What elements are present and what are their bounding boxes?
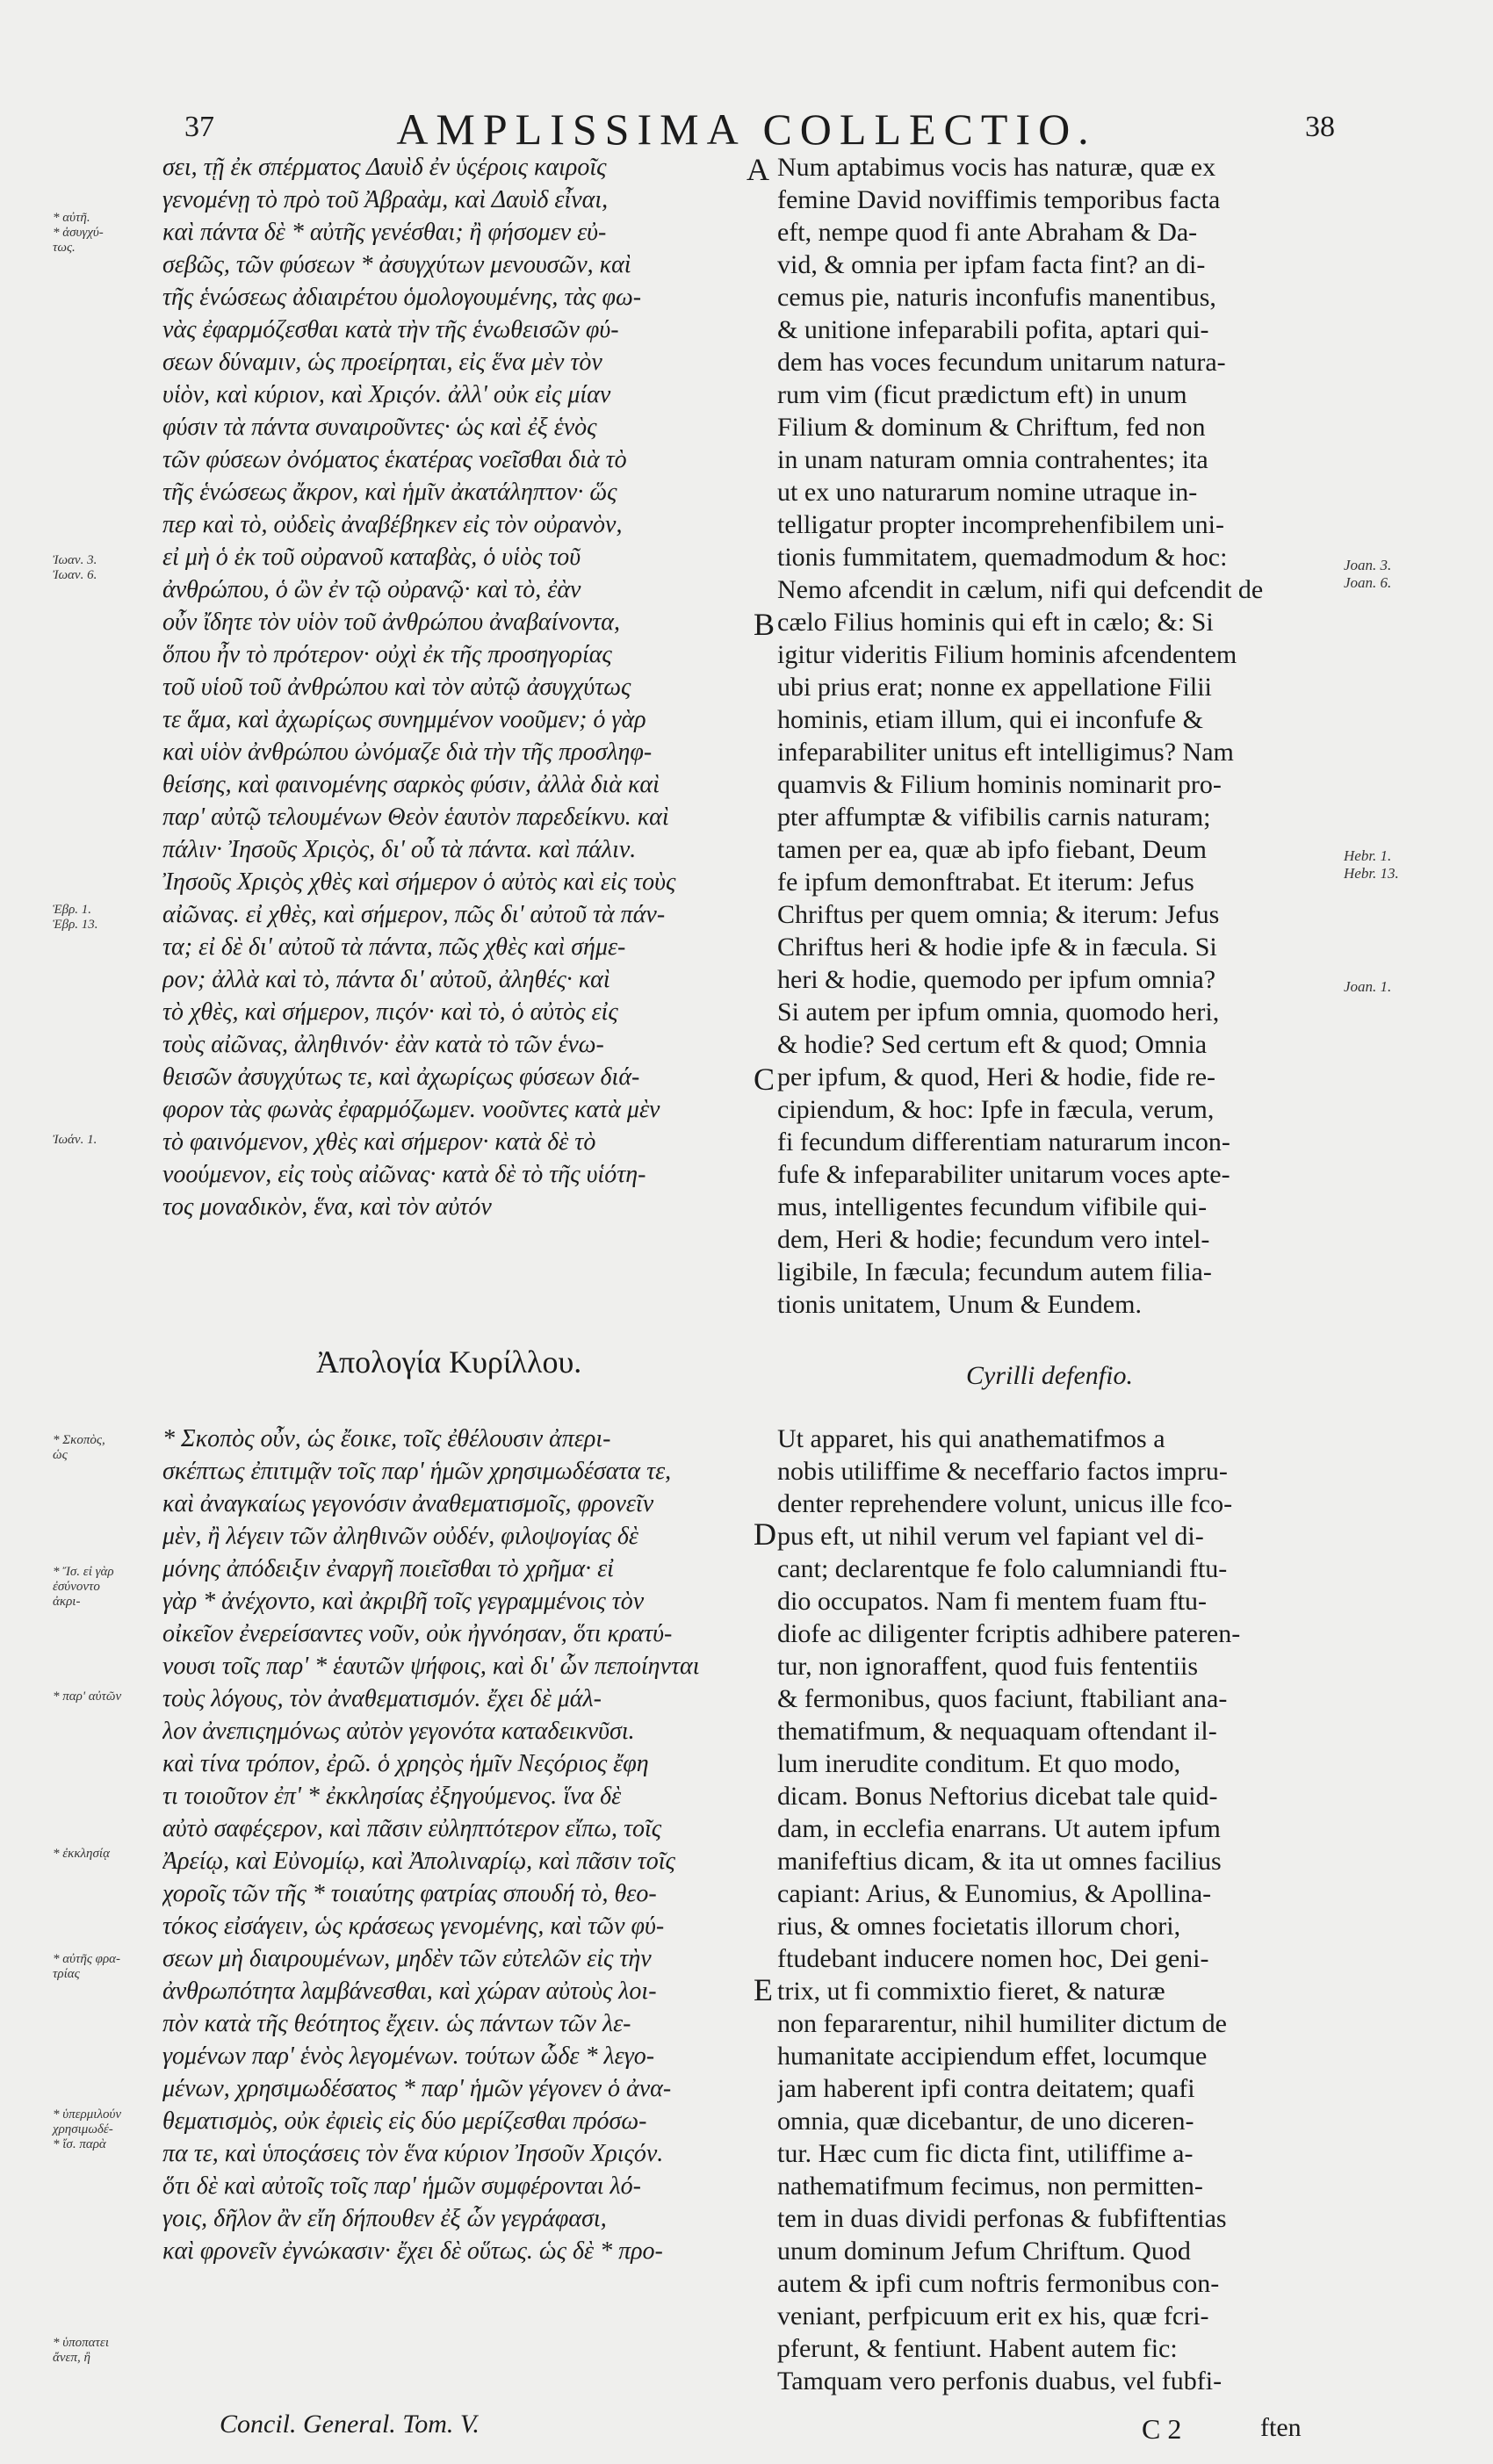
greek-text-line: σεων δύναμιν, ὡς προείρηται, εἰς ἕνα μὲν τὸν (162, 349, 602, 376)
greek-section-heading: Ἀπολογία Κυρίλλου. (316, 1344, 582, 1380)
margin-note-left-7: * παρ' αὐτῶν (53, 1689, 122, 1704)
greek-text-line: γομένων παρ' ἑνὸς λεγομένων. τούτων ὧδε * λεγο- (162, 2043, 655, 2070)
greek-text-line: αὐτὸ σαφέςερον, καὶ πᾶσιν εὐληπτότερον εἴπω, τοῖς (162, 1815, 662, 1842)
latin-text-line: per ipfum, & quod, Heri & hodie, fide re- (777, 1063, 1216, 1092)
greek-text-line: σεων μὴ διαιρουμένων, μηδὲν τῶν εὐτελῶν εἰς τὴν (162, 1945, 652, 1972)
greek-text-line: φορον τὰς φωνὰς ἐφαρμόζωμεν. νοοῦντες κατὰ μὲν (162, 1096, 660, 1123)
greek-text-line: τε ἅμα, καὶ ἀχωρίςως συνημμένον νοοῦμεν; ὁ γὰρ (162, 706, 646, 733)
latin-text-line: & hodie? Sed certum eft & quod; Omnia (777, 1030, 1208, 1059)
latin-text-line: nobis utiliffime & neceffario factos impru- (777, 1457, 1228, 1486)
section-mark-c: C (754, 1062, 775, 1097)
greek-text-line: νουσι τοῖς παρ' * ἑαυτῶν ψήφοις, καὶ δι' ὧν πεποίηνται (162, 1653, 700, 1680)
margin-note-right-1: Joan. 3. Joan. 6. (1344, 557, 1392, 591)
page-number-left: 37 (184, 111, 214, 143)
section-mark-e: E (754, 1972, 773, 2007)
greek-text-line: σεβῶς, τῶν φύσεων * ἀσυγχύτων μενουσῶν, καὶ (162, 251, 631, 278)
margin-note-left-1: * αὐτῆ. * ἀσυγχύ- τως. (53, 211, 104, 255)
latin-column-top (777, 151, 1331, 1321)
greek-text-line: ὅπου ἦν τὸ πρότερον· οὐχὶ ἐκ τῆς προσηγορίας (162, 641, 612, 668)
latin-text-line: Filium & dominum & Chriftum, fed non (777, 413, 1206, 442)
greek-text-line: τοῦ υἱοῦ τοῦ ἀνθρώπου καὶ τὸν αὐτῷ ἀσυγχύτως (162, 674, 631, 701)
latin-text-line: nathematifmum fecimus, non permitten- (777, 2172, 1203, 2201)
greek-column-bottom (162, 1423, 760, 2267)
greek-text-line: καὶ υἱὸν ἀνθρώπου ὠνόμαζε διὰ τὴν τῆς προσληφ- (162, 738, 653, 766)
latin-text-line: manifeftius dicam, & ita ut omnes facilius (777, 1847, 1222, 1876)
latin-text-line: rum vim (ficut prædictum eft) in unum (777, 380, 1187, 409)
greek-text-line: καὶ ἀναγκαίως γεγονόσιν ἀναθεματισμοῖς, φρονεῖν (162, 1490, 654, 1517)
latin-column-bottom (777, 1423, 1331, 2397)
latin-text-line: eft, nempe quod fi ante Abraham & Da- (777, 218, 1198, 247)
greek-text-line: περ καὶ τὸ, οὐδεὶς ἀναβέβηκεν εἰς τὸν οὐρανὸν, (162, 511, 623, 538)
margin-note-left-4: Ἰωάν. 1. (53, 1133, 97, 1147)
greek-text-line: πα τε, καὶ ὑποςάσεις τὸν ἕνα κύριον Ἰησοῦν Χριςόν. (162, 2140, 664, 2167)
greek-text-line: αἰῶνας. εἰ χθὲς, καὶ σήμερον, πῶς δι' αὐτοῦ τὰ πάν- (162, 901, 666, 928)
greek-text-line: νὰς ἐφαρμόζεσθαι κατὰ τὴν τῆς ἑνωθεισῶν φύ- (162, 316, 619, 343)
latin-text-line: tionis unitatem, Unum & Eundem. (777, 1290, 1142, 1319)
greek-text-line: τὸ φαινόμενον, χθὲς καὶ σήμερον· κατὰ δὲ τὸ (162, 1128, 596, 1156)
latin-text-line: telligatur propter incomprehenfibilem uni- (777, 510, 1225, 539)
greek-text-line: Ἀρείῳ, καὶ Εὐνομίῳ, καὶ Ἀπολιναρίῳ, καὶ πᾶσιν τοῖς (162, 1848, 675, 1875)
greek-text-line: * Σκοπὸς οὖν, ὡς ἔοικε, τοῖς ἐθέλουσιν ἀπερι- (162, 1425, 611, 1452)
greek-text-line: λον ἀνεπιςημόνως αὐτὸν γεγονότα καταδεικνῦσι. (162, 1718, 635, 1745)
greek-text-line: Ἰησοῦς Χριςὸς χθὲς καὶ σήμερον ὁ αὐτὸς καὶ εἰς τοὺς (162, 868, 676, 896)
latin-text-line: pferunt, & fentiunt. Habent autem fic: (777, 2334, 1178, 2363)
greek-text-line: τῆς ἑνώσεως ἄκρον, καὶ ἡμῖν ἀκατάληπτον· ὥς (162, 479, 617, 506)
greek-text-line: νοούμενον, εἰς τοὺς αἰῶνας· κατὰ δὲ τὸ τῆς υἱότη- (162, 1161, 646, 1188)
latin-text-line: ftudebant inducere nomen hoc, Dei geni- (777, 1944, 1209, 1973)
latin-text-line: & fermonibus, quos faciunt, ftabiliant ana- (777, 1684, 1228, 1713)
page-number-right: 38 (1305, 111, 1335, 143)
margin-note-left-3: Ἑβρ. 1. Ἑβρ. 13. (53, 903, 98, 932)
greek-text-line: φύσιν τὰ πάντα συναιροῦντες· ὡς καὶ ἐξ ἑνὸς (162, 414, 597, 441)
latin-text-line: trix, ut fi commixtio fieret, & naturæ (777, 1977, 1165, 2006)
margin-note-left-11: * ὑποπατει ἄνεπ, ἢ (53, 2336, 109, 2365)
margin-note-left-10: * ὑπερμιλούν χρησιμωδέ- * ἴσ. παρὰ (53, 2107, 121, 2151)
greek-text-line: τος μοναδικὸν, ἕνα, καὶ τὸν αὐτόν (162, 1193, 492, 1221)
latin-text-line: femine David noviffimis temporibus facta (777, 185, 1221, 214)
latin-text-line: quamvis & Filium hominis nominarit pro- (777, 770, 1222, 799)
latin-text-line: in unam naturam omnia contrahentes; ita (777, 445, 1208, 474)
greek-text-line: μόνης ἀπόδειξιν ἐναργῆ ποιεῖσθαι τὸ χρῆμα· εἰ (162, 1555, 614, 1582)
greek-text-line: μένων, χρησιμωδέσατος * παρ' ἡμῶν γέγονεν ὁ ἀνα- (162, 2075, 672, 2102)
latin-text-line: dem has voces fecundum unitarum natura- (777, 348, 1226, 377)
latin-text-line: Si autem per ipfum omnia, quomodo heri, (777, 998, 1220, 1027)
greek-text-line: εἰ μὴ ὁ ἐκ τοῦ οὐρανοῦ καταβὰς, ὁ υἱὸς τοῦ (162, 544, 581, 571)
latin-text-line: infeparabiliter unitus eft intelligimus? Nam (777, 738, 1234, 767)
latin-text-line: tamen per ea, quæ ab ipfo fiebant, Deum (777, 835, 1207, 864)
margin-note-left-9: * αὐτῆς φρα- τρίας (53, 1952, 121, 1981)
greek-text-line: πάλιν· Ἰησοῦς Χριςὸς, δι' οὗ τὰ πάντα. καὶ πάλιν. (162, 836, 637, 863)
margin-note-left-6: * Ἴσ. εἰ γὰρ ἐσύνοντο ἀκρι- (53, 1565, 114, 1609)
latin-text-line: fufe & infeparabiliter unitarum voces apte- (777, 1160, 1230, 1189)
latin-text-line: vid, & omnia per ipfam facta fint? an di- (777, 250, 1206, 279)
greek-text-line: πὸν κατὰ τῆς θεότητος ἔχειν. ὡς πάντων τῶν λε- (162, 2010, 631, 2037)
latin-text-line: unum dominum Jefum Chriftum. Quod (777, 2237, 1191, 2266)
greek-text-line: τῶν φύσεων ὀνόματος ἑκατέρας νοεῖσθαι διὰ τὸ (162, 446, 627, 473)
footer-signature: C 2 (1142, 2413, 1182, 2445)
latin-text-line: Ut apparet, his qui anathematifmos a (777, 1424, 1165, 1453)
latin-text-line: Tamquam vero perfonis duabus, vel fubfi- (777, 2367, 1223, 2396)
greek-text-line: ὅτι δὲ καὶ αὐτοῖς τοῖς παρ' ἡμῶν συμφέρονται λό- (162, 2172, 641, 2200)
greek-text-line: τοὺς αἰῶνας, ἀληθινόν· ἐὰν κατὰ τὸ τῶν ἑνω- (162, 1031, 604, 1058)
margin-note-right-2: Hebr. 1. Hebr. 13. (1344, 847, 1399, 882)
latin-text-line: Num aptabimus vocis has naturæ, quæ ex (777, 153, 1216, 182)
latin-text-line: thematifmum, & nequaquam oftendant il- (777, 1717, 1217, 1746)
greek-text-line: χοροῖς τῶν τῆς * τοιαύτης φατρίας σπουδή τὸ, θεο- (162, 1880, 657, 1907)
greek-column-top (162, 151, 760, 1223)
greek-text-line: θεματισμὸς, οὐκ ἐφιεὶς εἰς δύο μερίζεσθαι πρόσω- (162, 2107, 647, 2135)
latin-text-line: pter affumptæ & vifibilis carnis naturam; (777, 803, 1211, 832)
running-title: AMPLISSIMA COLLECTIO. (396, 104, 1097, 154)
latin-text-line: cælo Filius hominis qui eft in cælo; &: Si (777, 608, 1214, 637)
margin-note-left-8: * ἐκκλησίᾳ (53, 1847, 110, 1861)
latin-text-line: dicam. Bonus Neftorius dicebat tale quid- (777, 1782, 1218, 1811)
latin-text-line: lum inerudite conditum. Et quo modo, (777, 1749, 1181, 1778)
greek-text-line: ρον; ἀλλὰ καὶ τὸ, πάντα δι' αὐτοῦ, ἀληθές· καὶ (162, 966, 610, 993)
greek-text-line: οἰκεῖον ἐνερείσαντες νοῦν, οὐκ ἠγνόησαν, ὅτι κρατύ- (162, 1620, 673, 1647)
greek-text-line: καὶ πάντα δὲ * αὐτῆς γενέσθαι; ἢ φήσομεν εὐ- (162, 219, 607, 246)
greek-text-line: υἱὸν, καὶ κύριον, καὶ Χριςόν. ἀλλ' οὐκ εἰς μίαν (162, 381, 611, 408)
latin-text-line: veniant, perfpicuum erit ex his, quæ fcri- (777, 2302, 1209, 2331)
greek-text-line: θείσης, καὶ φαινομένης σαρκὸς φύσιν, ἀλλὰ διὰ καὶ (162, 771, 660, 798)
greek-text-line: τα; εἰ δὲ δι' αὐτοῦ τὰ πάντα, πῶς χθὲς καὶ σήμε- (162, 933, 626, 961)
greek-text-line: ἀνθρωπότητα λαμβάνεσθαι, καὶ χώραν αὐτοὺς λοι- (162, 1978, 657, 2005)
latin-text-line: ut ex uno naturarum nomine utraque in- (777, 478, 1198, 507)
latin-text-line: ligibile, In fæcula; fecundum autem filia- (777, 1257, 1212, 1286)
latin-text-line: autem & ipfi cum noftris fermonibus con- (777, 2269, 1220, 2298)
greek-text-line: τοὺς λόγους, τὸν ἀναθεματισμόν. ἔχει δὲ μάλ- (162, 1685, 602, 1712)
greek-text-line: καὶ φρονεῖν ἐγνώκασιν· ἔχει δὲ οὕτως. ὡς δὲ * προ- (162, 2237, 663, 2265)
footer-volume: Concil. General. Tom. V. (220, 2410, 480, 2439)
latin-text-line: igitur videritis Filium hominis afcendentem (777, 640, 1237, 669)
latin-text-line: tur. Hæc cum fic dicta fint, utiliffime a- (777, 2139, 1194, 2168)
latin-text-line: cemus pie, naturis inconfufis manentibus, (777, 283, 1216, 312)
latin-text-line: dem, Heri & hodie; fecundum vero intel- (777, 1225, 1210, 1254)
latin-text-line: denter reprehendere volunt, unicus ille fco- (777, 1489, 1233, 1518)
footer-catchword: ften (1260, 2413, 1302, 2442)
latin-text-line: dio occupatos. Nam fi mentem fuam ftu- (777, 1587, 1208, 1616)
margin-note-right-3: Joan. 1. (1344, 978, 1392, 995)
greek-text-line: ἀνθρώπου, ὁ ὢν ἐν τῷ οὐρανῷ· καὶ τὸ, ἐὰν (162, 576, 581, 603)
latin-text-line: tur, non ignoraffent, quod fuis fententiis (777, 1652, 1198, 1681)
greek-text-line: τι τοιοῦτον ἐπ' * ἐκκλησίας ἐξηγούμενος. ἵνα δὲ (162, 1783, 622, 1810)
latin-text-line: heri & hodie, quemodo per ipfum omnia? (777, 965, 1216, 994)
section-mark-d: D (754, 1517, 776, 1552)
latin-text-line: mus, intelligentes fecundum vifibile qui- (777, 1192, 1208, 1221)
greek-text-line: τὸ χθὲς, καὶ σήμερον, πιςόν· καὶ τὸ, ὁ αὐτὸς εἰς (162, 998, 618, 1026)
greek-text-line: σκέπτως ἐπιτιμᾷν τοῖς παρ' ἡμῶν χρησιμωδέσατα τε, (162, 1458, 672, 1485)
greek-text-line: μὲν, ἢ λέγειν τῶν ἀληθινῶν οὐδέν, φιλοψογίας δὲ (162, 1523, 638, 1550)
latin-text-line: cipiendum, & hoc: Ipfe in fæcula, verum, (777, 1095, 1215, 1124)
latin-text-line: diofe ac diligenter fcriptis adhibere pateren- (777, 1619, 1241, 1648)
latin-text-line: jam haberent ipfi contra deitatem; quafi (777, 2074, 1195, 2103)
latin-text-line: cant; declarentque fe folo calumniandi ftu- (777, 1554, 1228, 1583)
greek-text-line: τόκος εἰσάγειν, ὡς κράσεως γενομένης, καὶ τῶν φύ- (162, 1913, 665, 1940)
latin-text-line: humanitate accipiendum effet, locumque (777, 2042, 1208, 2071)
margin-note-left-2: Ἰωαν. 3. Ἰωαν. 6. (53, 553, 97, 582)
latin-text-line: rius, & omnes focietatis illorum chori, (777, 1912, 1181, 1941)
latin-text-line: omnia, quæ dicebantur, de uno diceren- (777, 2107, 1194, 2136)
latin-text-line: tem in duas dividi perfonas & fubfiftentias (777, 2204, 1227, 2233)
latin-text-line: Nemo afcendit in cælum, nifi qui defcendit de (777, 575, 1264, 604)
latin-text-line: fe ipfum demonftrabat. Et iterum: Jefus (777, 868, 1194, 897)
greek-text-line: καὶ τίνα τρόπον, ἐρῶ. ὁ χρηςὸς ἡμῖν Νεςόριος ἔφη (162, 1750, 649, 1777)
greek-text-line: σει, τῇ ἐκ σπέρματος Δαυὶδ ἐν ὑςέροις καιροῖς (162, 154, 607, 181)
latin-text-line: dam, in ecclefia enarrans. Ut autem ipfum (777, 1814, 1221, 1843)
greek-text-line: θεισῶν ἀσυγχύτως τε, καὶ ἀχωρίςως φύσεων διά- (162, 1063, 640, 1091)
latin-section-heading: Cyrilli defenfio. (966, 1361, 1133, 1390)
latin-text-line: Chriftus per quem omnia; & iterum: Jefus (777, 900, 1220, 929)
latin-text-line: pus eft, ut nihil verum vel fapiant vel di- (777, 1522, 1204, 1551)
page-header (0, 104, 1493, 156)
section-mark-b: B (754, 607, 775, 642)
greek-text-line: οὖν ἴδητε τὸν υἱὸν τοῦ ἀνθρώπου ἀναβαίνοντα, (162, 609, 620, 636)
latin-text-line: non fepararentur, nihil humiliter dictum de (777, 2009, 1227, 2038)
latin-text-line: fi fecundum differentiam naturarum incon- (777, 1128, 1230, 1156)
greek-text-line: γοις, δῆλον ἂν εἴη δήπουθεν ἐξ ὧν γεγράφασι, (162, 2205, 607, 2232)
latin-text-line: hominis, etiam illum, qui ei inconfufe & (777, 705, 1203, 734)
latin-text-line: ubi prius erat; nonne ex appellatione Filii (777, 673, 1212, 702)
greek-text-line: τῆς ἑνώσεως ἀδιαιρέτου ὁμολογουμένης, τὰς φω- (162, 284, 642, 311)
latin-text-line: & unitione infeparabili pofita, aptari qui- (777, 315, 1209, 344)
latin-text-line: Chriftus heri & hodie ipfe & in fæcula. Si (777, 933, 1217, 962)
margin-note-left-5: * Σκοπὸς, ὡς (53, 1433, 105, 1462)
greek-text-line: γὰρ * ἀνέχοντο, καὶ ἀκριβῆ τοῖς γεγραμμένοις τὸν (162, 1588, 645, 1615)
greek-text-line: παρ' αὐτῷ τελουμένων Θεὸν ἑαυτὸν παρεδείκνυ. καὶ (162, 803, 669, 831)
section-mark-a: A (746, 152, 769, 187)
latin-text-line: capiant: Arius, & Eunomius, & Apollina- (777, 1879, 1212, 1908)
latin-text-line: tionis fummitatem, quemadmodum & hoc: (777, 543, 1228, 572)
greek-text-line: γενομένῃ τὸ πρὸ τοῦ Ἀβραὰμ, καὶ Δαυὶδ εἶναι, (162, 186, 609, 213)
